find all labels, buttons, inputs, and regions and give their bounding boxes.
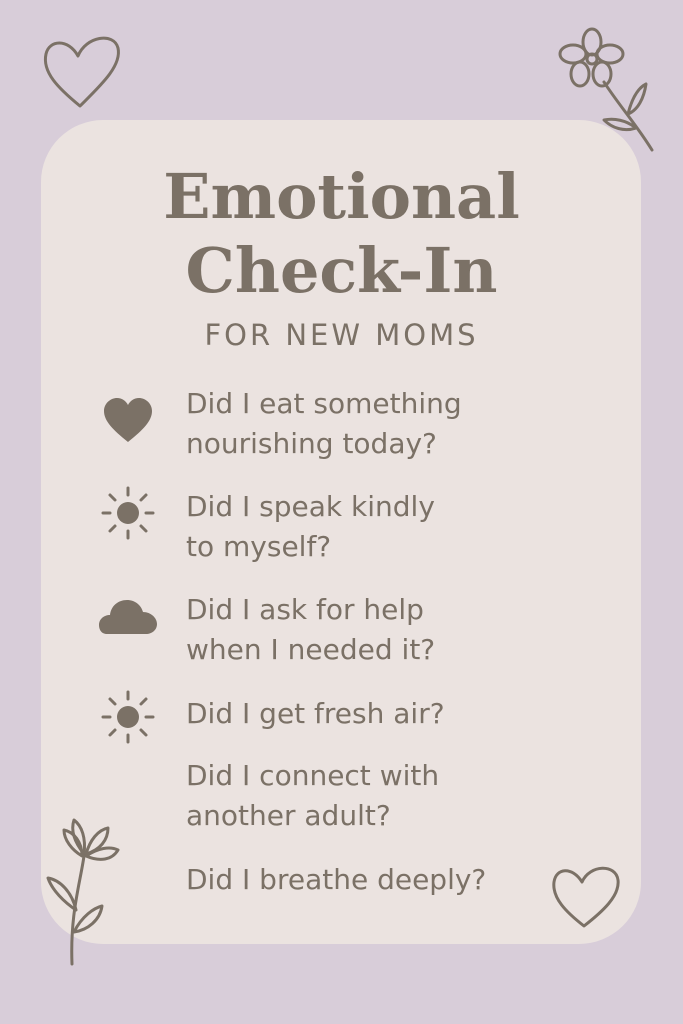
checklist-item-text: another adult? [186, 799, 391, 832]
checklist-item-text: Did I get fresh air? [186, 697, 445, 730]
checklist-item [186, 860, 606, 900]
checklist-item-text: nourishing today? [186, 427, 437, 460]
sun-icon [101, 690, 155, 744]
checklist-item-text: to myself? [186, 530, 332, 563]
checklist-item-text: Did I ask for help [186, 593, 424, 626]
checklist-item [186, 384, 606, 464]
heart-outline-top-left-icon [40, 28, 124, 112]
cloud-icon [99, 596, 157, 636]
checklist-item [186, 487, 606, 567]
heart-outline-bottom-right-icon [548, 858, 624, 932]
checklist-item [186, 590, 606, 670]
flower-bottom-left-icon [40, 814, 124, 974]
checklist-item-text: Did I eat something [186, 387, 462, 420]
checklist-item-text: Did I speak kindly [186, 490, 435, 523]
checklist-item [186, 694, 606, 734]
title-line-1: Emotional [163, 160, 520, 233]
heart-icon [103, 398, 153, 444]
checklist-item-text: Did I breathe deeply? [186, 863, 487, 896]
sun-icon [101, 486, 155, 540]
subtitle: FOR NEW MOMS [204, 318, 479, 352]
checklist-item [186, 756, 606, 836]
checklist-item-text: when I needed it? [186, 633, 436, 666]
title-line-2: Check-In [185, 234, 498, 307]
checklist-item-text: Did I connect with [186, 759, 440, 792]
